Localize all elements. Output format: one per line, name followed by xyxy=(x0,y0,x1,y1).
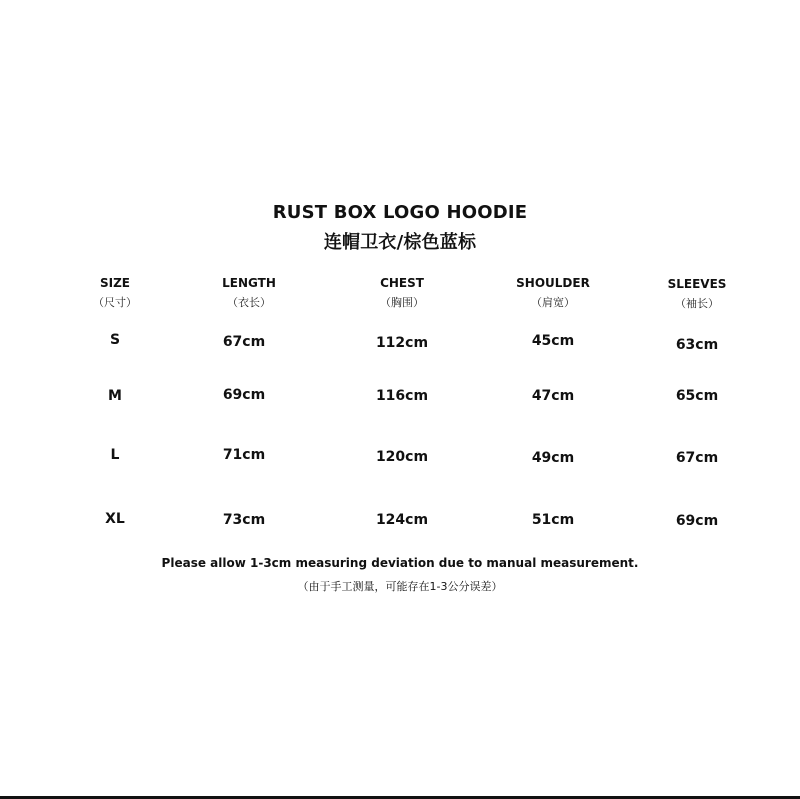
column-header-chest-cn: （胸围） xyxy=(380,296,424,309)
table-cell-sleeves: 65cm xyxy=(675,388,719,404)
table-cell-shoulder: 49cm xyxy=(531,450,575,466)
column-header-shoulder: SHOULDER xyxy=(516,276,590,290)
table-cell-size: M xyxy=(108,388,122,404)
column-header-shoulder-cn: （肩宽） xyxy=(531,296,575,309)
column-header-size-cn: （尺寸） xyxy=(93,296,137,309)
title-english: RUST BOX LOGO HOODIE xyxy=(272,202,528,223)
table-cell-sleeves: 63cm xyxy=(675,337,719,353)
table-cell-length: 67cm xyxy=(222,334,266,350)
measurement-note: Please allow 1-3cm measuring deviation due to manual measurement. xyxy=(161,556,639,570)
column-header-size: SIZE xyxy=(99,276,130,290)
title-chinese: 连帽卫衣/棕色蓝标 xyxy=(323,232,477,253)
table-cell-length: 71cm xyxy=(222,447,266,463)
table-cell-length: 69cm xyxy=(222,387,266,403)
table-cell-chest: 124cm xyxy=(375,512,429,528)
table-cell-length: 73cm xyxy=(222,512,266,528)
table-cell-sleeves: 69cm xyxy=(675,513,719,529)
column-header-length: LENGTH xyxy=(222,276,276,290)
table-cell-sleeves: 67cm xyxy=(675,450,719,466)
table-cell-chest: 116cm xyxy=(375,388,429,404)
table-cell-chest: 112cm xyxy=(375,335,429,351)
column-header-chest: CHEST xyxy=(380,276,424,290)
table-cell-size: S xyxy=(109,332,121,348)
table-cell-shoulder: 45cm xyxy=(531,333,575,349)
measurement-note-cn: （由于手工测量，可能存在1-3公分误差） xyxy=(297,580,503,593)
column-header-sleeves-cn: （袖长） xyxy=(675,297,719,310)
table-cell-size: L xyxy=(110,447,120,463)
table-cell-shoulder: 51cm xyxy=(531,512,575,528)
table-cell-shoulder: 47cm xyxy=(531,388,575,404)
table-cell-size: XL xyxy=(105,511,125,527)
column-header-sleeves: SLEEVES xyxy=(667,277,727,291)
table-cell-chest: 120cm xyxy=(375,449,429,465)
column-header-length-cn: （衣长） xyxy=(227,296,271,309)
